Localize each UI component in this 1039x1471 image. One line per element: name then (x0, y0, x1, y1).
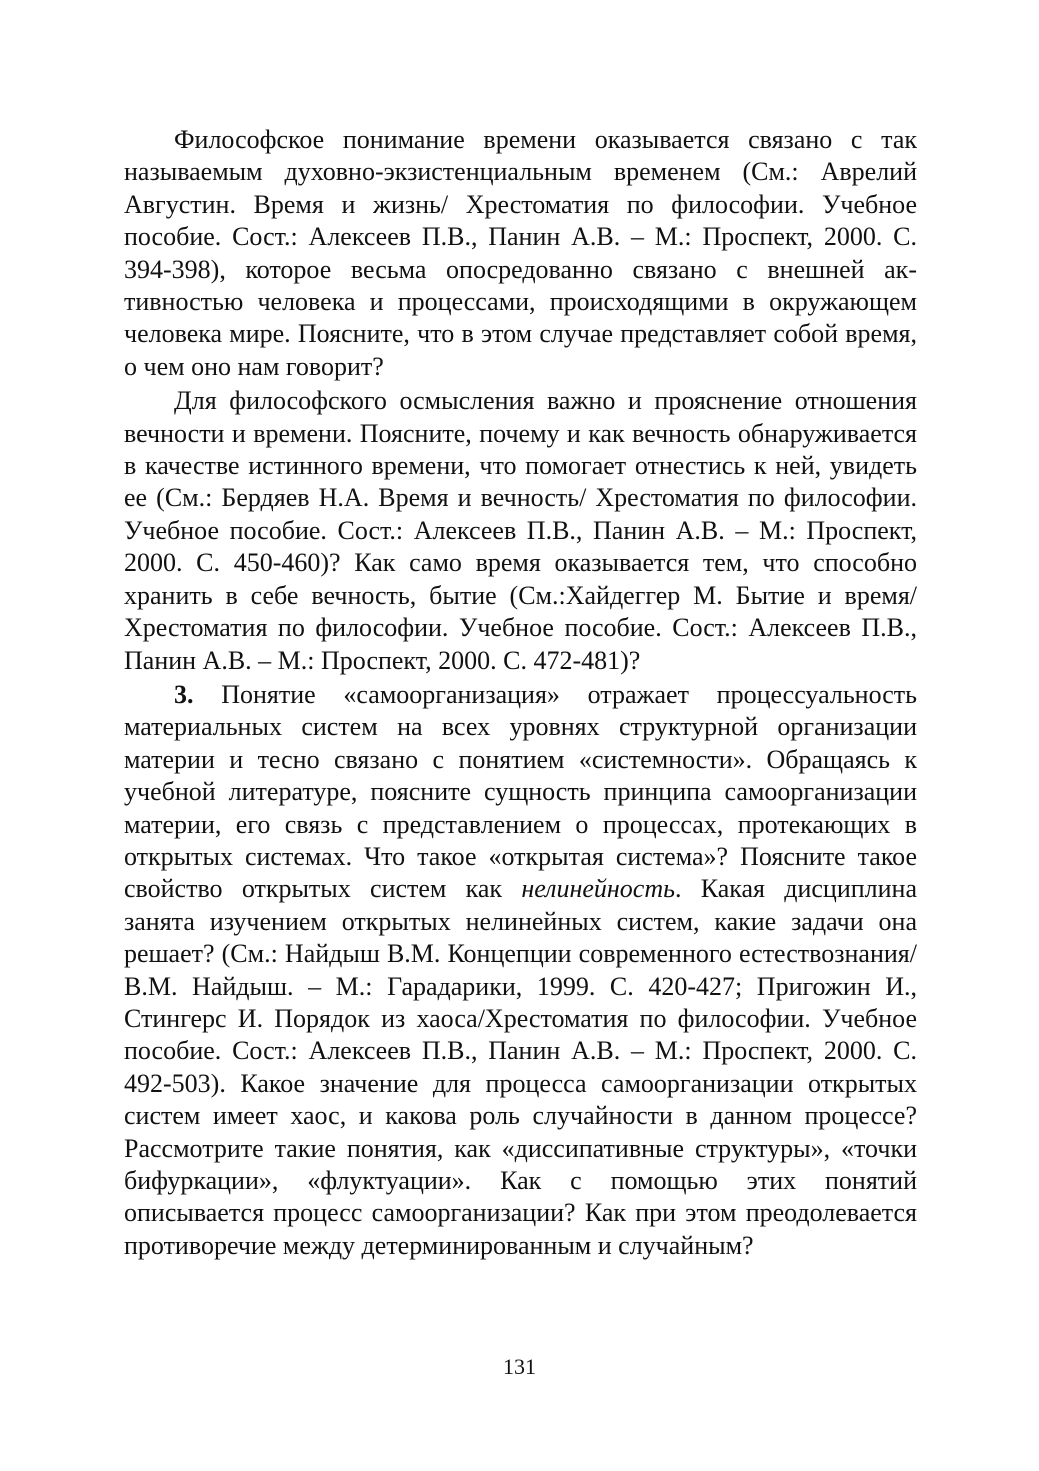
emphasized-term: нелинейность (521, 874, 675, 904)
paragraph-text-part-b: . Какая дисциплина занята изучением открытых нелинейных систем, какие задачи она решает? (См.: Найдыш В.М. Концепции современного естествознания/ В.М. Найдыш. – М.: Гарадарики, 1999. С. 420-427; Пригожин И., Стингерс И. Порядок из хаоса/Хрестоматия по философии. Учебное пособие. Сост.: Алексеев П.В., Панин А.В. – М.: Проспект, 2000. С. 492-503). Какое значение для процесса самоорганизации открытых систем имеет хаос, и какова роль случайности в данном процессе? Рассмотрите такие понятия, как «диссипативные структуры», «точки бифуркации», «флуктуации». Как с помощью этих понятий описывается процесс самоорганизации? Как при этом преодолевается противоречие между детерминированным и случайным? (124, 874, 918, 1260)
paragraph-text-part-a: Понятие «самоорганизация» отражает процессуальность материальных систем на всех уровнях структурной организации материи и тесно связано с понятием «системности». Обращаясь к учебной литературе, поясните сущность принципа самоорганизации материи, его связь с представлением о процессах, протекающих в открытых системах. Что такое «открытая система»? Поясните такое свойство открытых систем как (124, 679, 917, 904)
paragraph-eternity-time: Для философского осмысления важно и прояснение отношения вечности и времени. Поясните, почему и как вечность обнаруживается в качестве истинного времени, что помогает отнестись к ней, увидеть ее (См.: Бердяев Н.А. Время и вечность/ Хрестоматия по философии. Учебное пособие. Сост.: Алексеев П.В., Панин А.В. – М.: Проспект, 2000. С. 450-460)? Как само время оказывается тем, что способно хранить в себе вечность, бытие (См.:Хайдеггер М. Бытие и время/ Хрестоматия по философии. Учебное пособие. Сост.: Алексеев П.В., Панин А.В. – М.: Проспект, 2000. С. 472-481)? (124, 386, 917, 675)
paragraph-self-organization (124, 679, 917, 1262)
page-number: 131 (503, 1354, 536, 1379)
item-number: 3. (174, 679, 194, 709)
page-body (124, 124, 917, 1262)
paragraph-time-existential: Философское понимание времени оказывается связано с так называемым духовно-экзистенциальным временем (См.: Аврелий Августин. Время и жизнь/ Хрестоматия по философии. Учебное пособие. Сост.: Алексеев П.В., Панин А.В. – М.: Проспект, 2000. С. 394-398), которое весьма опосредованно связано с внешней активностью человека и процессами, происходящими в окружающем человека мире. Поясните, что в этом случае представляет собой время, о чем оно нам говорит? (124, 125, 917, 381)
